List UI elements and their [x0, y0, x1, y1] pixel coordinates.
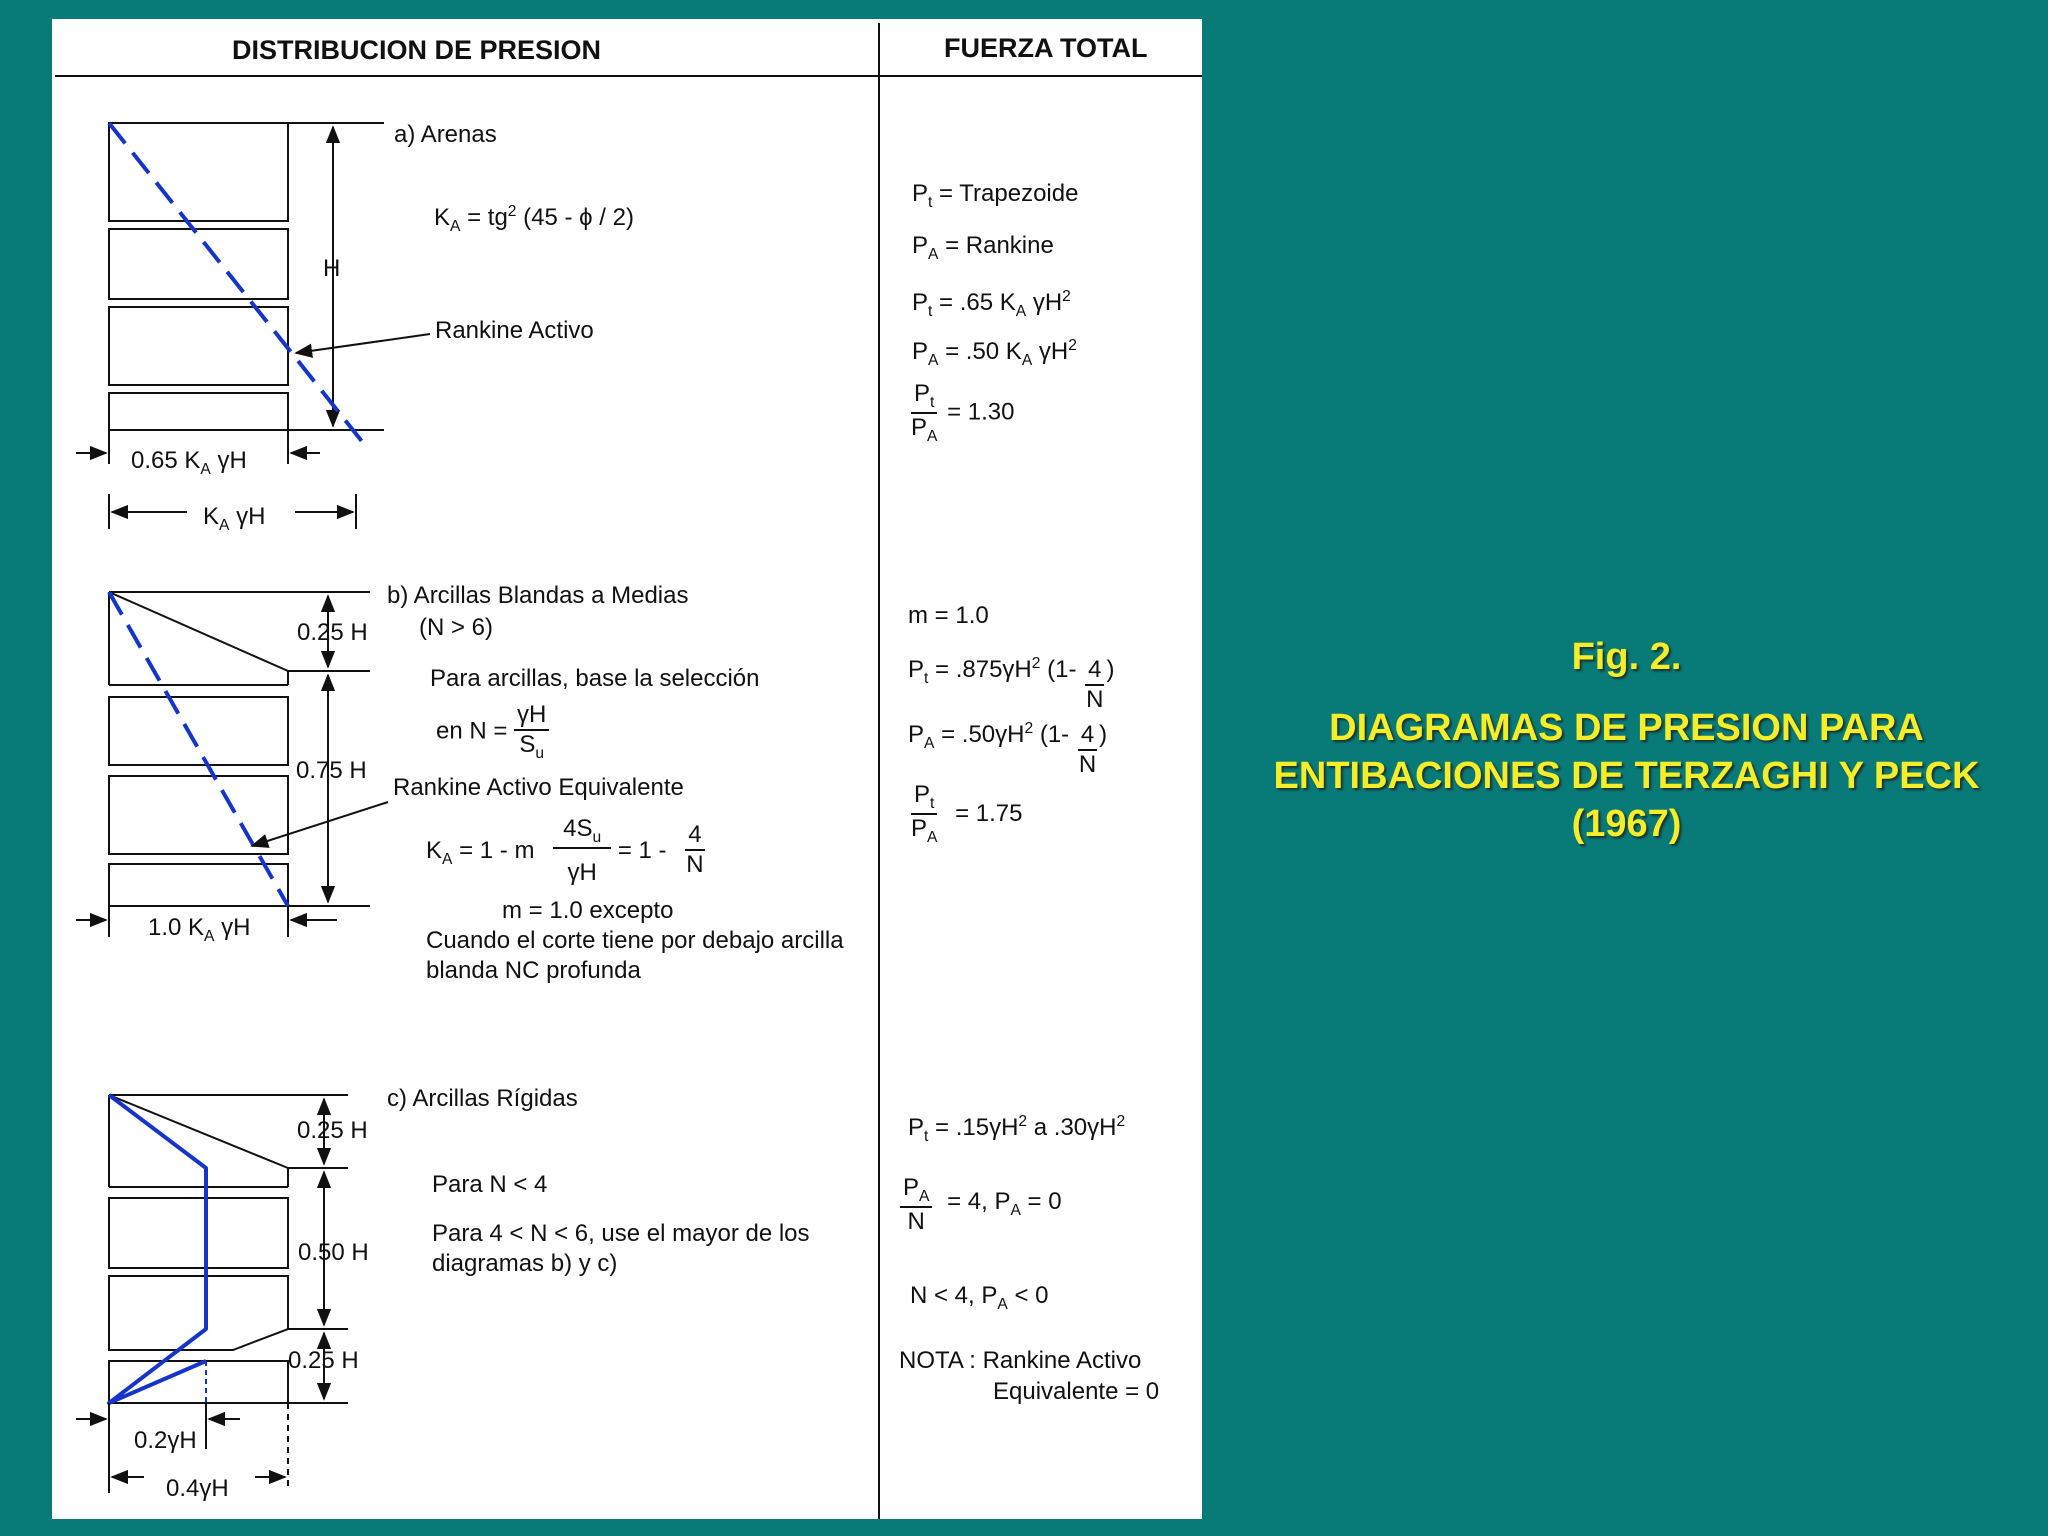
section-c-dim-02gh: 0.2γH — [134, 1427, 197, 1454]
section-c-line3: diagramas b) y c) — [432, 1250, 618, 1277]
section-c-line2: Para 4 < N < 6, use el mayor de los — [432, 1220, 810, 1247]
force-c-nota-line1: NOTA : Rankine Activo — [899, 1347, 1142, 1374]
force-c-ratio: $\frac{P_A}{N}$ = 4, $P_A = 0$ — [900, 1174, 1062, 1235]
section-a-inner-dimension: 0.65 $K_A$ γH — [131, 447, 247, 478]
section-b-m-exception: m = 1.0 excepto — [502, 897, 674, 924]
force-a-pa-formula: $P_A = .50$ $K_A$ $\gamma H^2$ — [912, 337, 1077, 369]
figure-panel — [52, 19, 1202, 1519]
section-b-note-line1: Cuando el corte tiene por debajo arcilla — [426, 927, 844, 954]
section-b-ka-formula: $K_A = 1 - m$ $\frac{4S_u}{\gamma H}$ = 1 - $\frac{4}{N}$ — [426, 815, 704, 886]
section-b-selection-text: Para arcillas, base la selección — [430, 665, 760, 692]
figure-title-line3: (1967) — [1571, 803, 1682, 845]
force-b-pa-formula: $P_A = .50\gamma H^2$ (1- $\frac{4}{N}$ ) — [908, 720, 1108, 778]
section-c-dim-050h: 0.50 H — [298, 1239, 369, 1266]
rankine-activo-equivalente-label: Rankine Activo Equivalente — [393, 774, 684, 801]
force-b-m: m = 1.0 — [908, 602, 989, 629]
force-b-pt-formula: $P_t = .875\gamma H^2$ (1- $\frac{4}{N}$ ) — [908, 655, 1115, 713]
header-pressure-distribution: DISTRIBUCION DE PRESION — [232, 35, 602, 65]
rankine-activo-label: Rankine Activo — [435, 317, 594, 344]
force-a-pt-formula: $P_t = .65$ $K_A$ $\gamma H^2$ — [912, 288, 1071, 320]
force-b-ratio: $\frac{P_t}{P_A}$ = 1.75 — [911, 781, 1023, 846]
section-c-line1: Para N < 4 — [432, 1171, 548, 1198]
section-b-title: b) Arcillas Blandas a Medias — [387, 582, 689, 609]
force-c-pt-formula: $P_t = .15\gamma H^2$ a $.30\gamma H^2$ — [908, 1113, 1126, 1145]
section-c-dim-025h-top: 0.25 H — [297, 1117, 368, 1144]
section-c-dim-04gh: 0.4γH — [166, 1475, 229, 1502]
section-a-height-label: H — [323, 255, 341, 282]
section-a-outer-dimension: $K_A$ γH — [203, 503, 266, 534]
section-b-n-formula: en N = $\frac{\gamma H}{S_u}$ — [436, 701, 549, 762]
section-a-ka-formula: $K_A = tg^2$ (45 - ϕ / 2) — [434, 203, 634, 235]
force-c-nota-line2: Equivalente = 0 — [993, 1378, 1160, 1405]
force-a-pt-trapezoide: $P_t$ = Trapezoide — [912, 180, 1079, 211]
force-a-pa-rankine: $P_A$ = Rankine — [912, 232, 1054, 263]
header-total-force: FUERZA TOTAL — [944, 33, 1148, 63]
section-b-subtitle: (N > 6) — [419, 614, 494, 641]
section-b-note-line2: blanda NC profunda — [426, 957, 641, 984]
section-b-dim-075h: 0.75 H — [296, 757, 367, 784]
force-a-ratio: $\frac{P_t}{P_A}$ = 1.30 — [911, 380, 1015, 445]
force-c-negative: N < 4, $P_A < 0$ — [910, 1282, 1049, 1313]
figure-title-line1: DIAGRAMAS DE PRESION PARA — [1329, 707, 1924, 749]
section-c-dim-025h-bottom: 0.25 H — [288, 1347, 359, 1374]
diagram-a — [76, 123, 430, 529]
section-c-title: c) Arcillas Rígidas — [387, 1085, 578, 1112]
section-a-title: a) Arenas — [394, 121, 497, 148]
section-b-dim-025h: 0.25 H — [297, 619, 368, 646]
figure-number: Fig. 2. — [1571, 636, 1682, 678]
figure-title-line2: ENTIBACIONES DE TERZAGHI Y PECK — [1273, 755, 1980, 797]
diagram-c — [76, 1095, 348, 1493]
section-b-bottom-dimension: 1.0 $K_A$ γH — [148, 914, 251, 945]
